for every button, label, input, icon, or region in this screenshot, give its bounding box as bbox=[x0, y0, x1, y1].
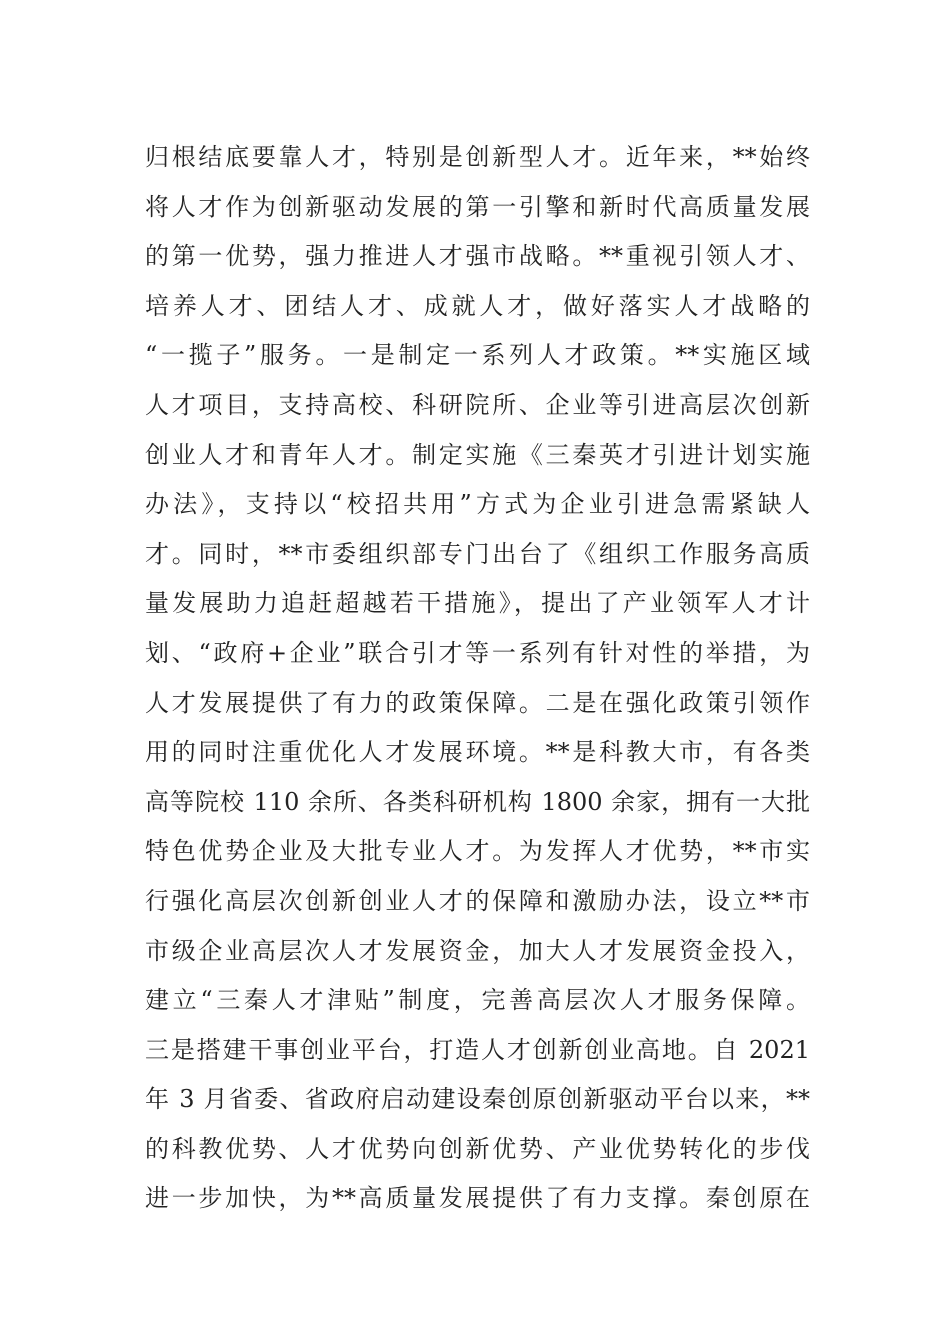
paragraph-line-2: 将人才作为创新驱动发展的第一引擎和新时代高质量发展 bbox=[145, 192, 810, 221]
paragraph-line-4: 培养人才、团结人才、成就人才，做好落实人才战略的 bbox=[145, 291, 810, 320]
paragraph-line-17: 市级企业高层次人才发展资金，加大人才发展资金投入， bbox=[145, 936, 810, 965]
paragraph-line-22: 进一步加快，为**高质量发展提供了有力支撑。秦创原在 bbox=[145, 1184, 810, 1213]
paragraph-line-6: 人才项目，支持高校、科研院所、企业等引进高层次创新 bbox=[145, 390, 810, 419]
paragraph-line-20: 年 3 月省委、省政府启动建设秦创原创新驱动平台以来，** bbox=[145, 1085, 810, 1114]
paragraph-line-16: 行强化高层次创新创业人才的保障和激励办法，设立**市 bbox=[145, 886, 810, 915]
paragraph-line-15: 特色优势企业及大批专业人才。为发挥人才优势，**市实 bbox=[145, 837, 810, 866]
paragraph-line-19: 三是搭建干事创业平台，打造人才创新创业高地。自 2021 bbox=[145, 1035, 810, 1064]
paragraph-line-14: 高等院校 110 余所、各类科研机构 1800 余家，拥有一大批 bbox=[145, 787, 810, 816]
paragraph-line-13: 用的同时注重优化人才发展环境。**是科教大市，有各类 bbox=[145, 738, 810, 767]
paragraph-line-3: 的第一优势，强力推进人才强市战略。**重视引领人才、 bbox=[145, 242, 810, 271]
body-paragraph bbox=[145, 133, 810, 1224]
paragraph-line-10: 量发展助力追赶超越若干措施》，提出了产业领军人才计 bbox=[145, 589, 810, 618]
paragraph-line-1: 归根结底要靠人才，特别是创新型人才。近年来，**始终 bbox=[145, 143, 810, 171]
paragraph-line-5: “一揽子”服务。一是制定一系列人才政策。**实施区域 bbox=[145, 341, 810, 370]
paragraph-line-8: 办法》，支持以“校招共用”方式为企业引进急需紧缺人 bbox=[145, 490, 810, 519]
paragraph-line-11: 划、“政府+企业”联合引才等一系列有针对性的举措，为 bbox=[145, 638, 810, 667]
paragraph-line-12: 人才发展提供了有力的政策保障。二是在强化政策引领作 bbox=[145, 688, 810, 717]
paragraph-line-9: 才。同时，**市委组织部专门出台了《组织工作服务高质 bbox=[145, 539, 810, 568]
paragraph-line-21: 的科教优势、人才优势向创新优势、产业优势转化的步伐 bbox=[145, 1134, 810, 1163]
paragraph-line-7: 创业人才和青年人才。制定实施《三秦英才引进计划实施 bbox=[145, 440, 810, 469]
paragraph-line-18: 建立“三秦人才津贴”制度，完善高层次人才服务保障。 bbox=[145, 986, 810, 1015]
